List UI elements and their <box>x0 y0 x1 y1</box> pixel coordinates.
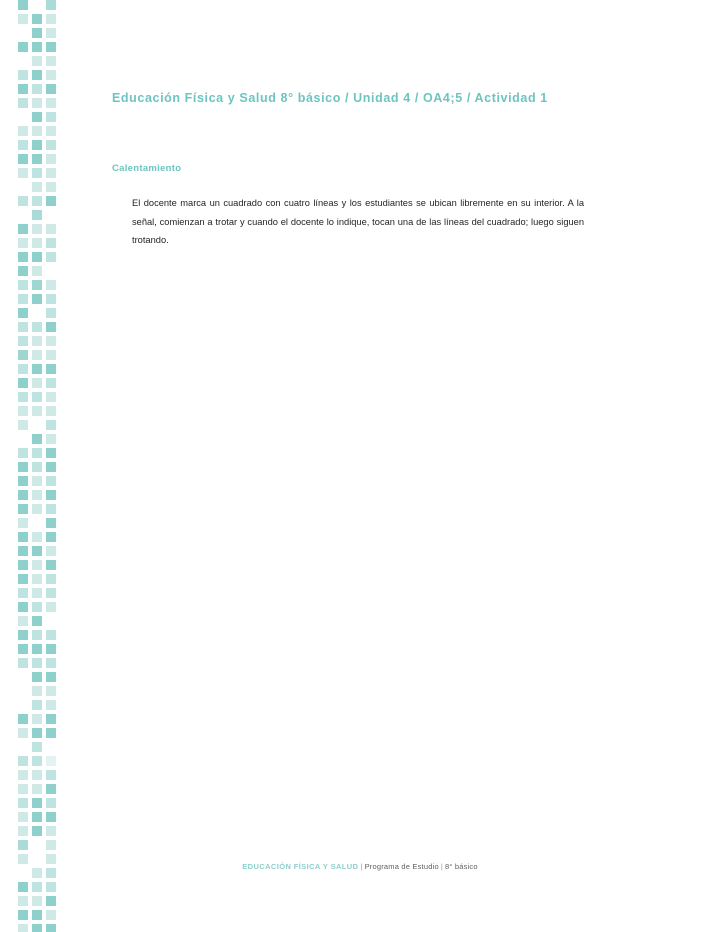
decorative-left-band <box>0 0 58 932</box>
footer-subject: EDUCACIÓN FÍSICA Y SALUD <box>242 862 359 871</box>
decorative-column-1 <box>18 0 28 932</box>
section-heading: Calentamiento <box>112 163 182 174</box>
page-title: Educación Física y Salud 8° básico / Unidad 4 / OA4;5 / Actividad 1 <box>112 91 548 105</box>
body-paragraph: El docente marca un cuadrado con cuatro líneas y los estudiantes se ubican libremente en su interior. A la señal, comienzan a trotar y cuando el docente lo indique, tocan una de las líneas del cuadrado; luego siguen trotando. <box>132 198 584 246</box>
footer-program: Programa de Estudio <box>364 862 439 871</box>
footer-separator-1: | <box>360 862 363 871</box>
footer-level: 8° básico <box>444 862 478 871</box>
decorative-column-2 <box>32 0 42 932</box>
page-footer <box>0 862 720 871</box>
footer-separator-2: | <box>440 862 443 871</box>
decorative-column-3 <box>46 0 56 932</box>
